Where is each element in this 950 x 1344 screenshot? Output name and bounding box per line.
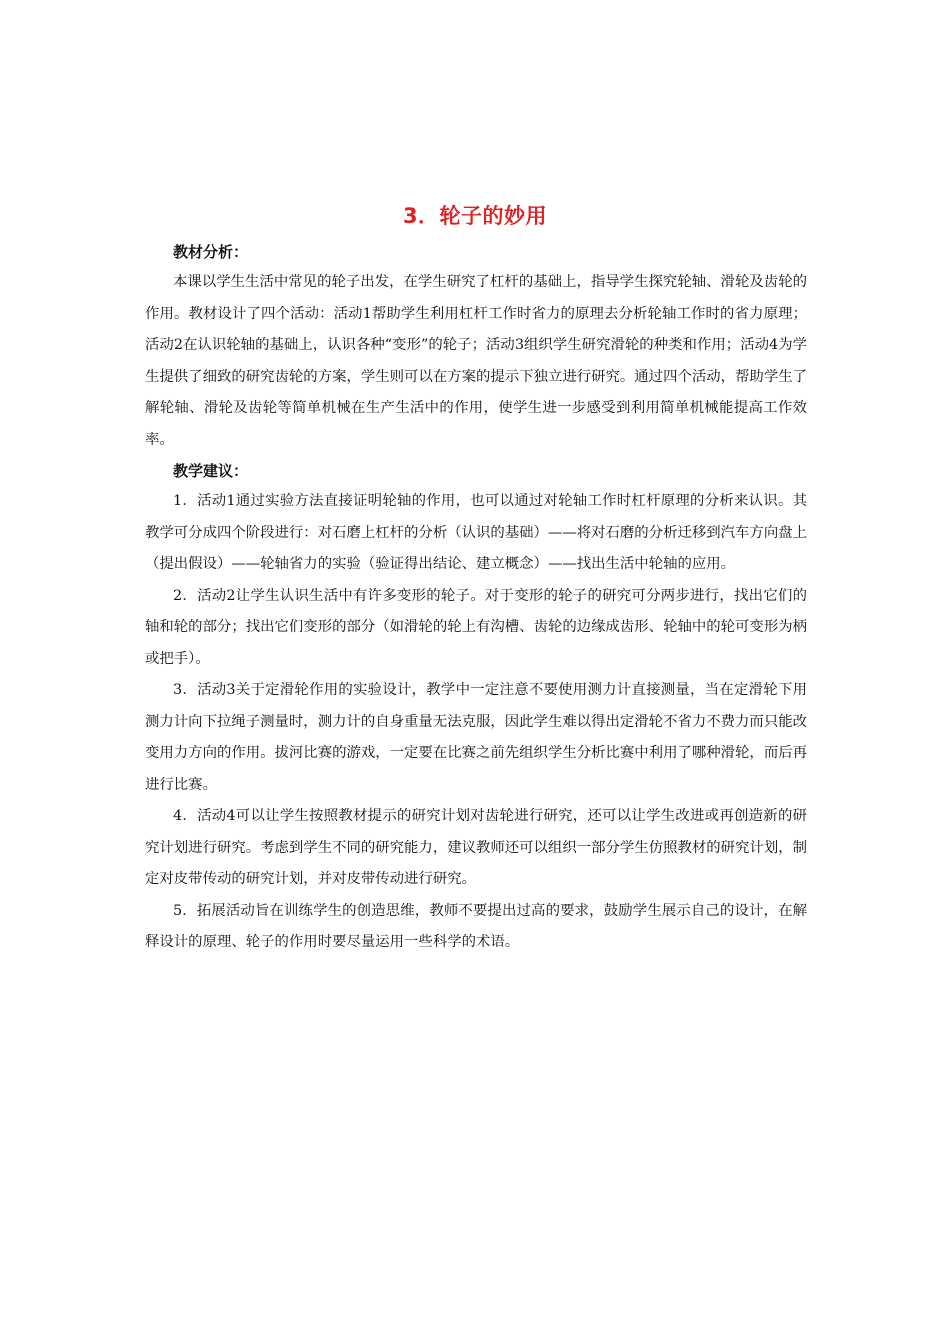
section-heading: 教学建议： xyxy=(173,462,249,480)
paragraph: 1．活动1通过实验方法直接证明轮轴的作用，也可以通过对轮轴工作时杠杆原理的分析来认识。其教学可分成四个阶段进行：对石磨上杠杆的分析（认识的基础）——将对石磨的分析迁移到汽车方向盘上（提出假设）——轮轴省力的实验（验证得出结论、建立概念）——找出生活中轮轴的应用。 xyxy=(145,493,807,572)
paragraph: 4．活动4可以让学生按照教材提示的研究计划对齿轮进行研究，还可以让学生改进或再创造新的研究计划进行研究。考虑到学生不同的研究能力，建议教师还可以组织一部分学生仿照教材的研究计划，制定对皮带传动的研究计划，并对皮带传动进行研究。 xyxy=(145,808,807,887)
paragraph: 本课以学生生活中常见的轮子出发，在学生研究了杠杆的基础上，指导学生探究轮轴、滑轮及齿轮的作用。教材设计了四个活动：活动1帮助学生利用杠杆工作时省力的原理去分析轮轴工作时的省力原理；活动2在认识轮轴的基础上，认识各种“变形”的轮子；活动3组织学生研究滑轮的种类和作用；活动4为学生提供了细致的研究齿轮的方案，学生则可以在方案的提示下独立进行研究。通过四个活动，帮助学生了解轮轴、滑轮及齿轮等简单机械在生产生活中的作用，使学生进一步感受到利用简单机械能提高工作效率。 xyxy=(145,274,807,448)
document-title: 3．轮子的妙用 xyxy=(402,204,548,228)
document-body xyxy=(145,237,807,959)
section-textbook-analysis xyxy=(145,237,807,456)
paragraph: 2．活动2让学生认识生活中有许多变形的轮子。对于变形的轮子的研究可分两步进行，找出它们的轴和轮的部分；找出它们变形的部分（如滑轮的轮上有沟槽、齿轮的边缘成齿形、轮轴中的轮可变形为柄或把手）。 xyxy=(145,587,807,667)
section-heading: 教材分析： xyxy=(173,243,249,261)
paragraph: 5．拓展活动旨在训练学生的创造思维，教师不要提出过高的要求，鼓励学生展示自己的设计，在解释设计的原理、轮子的作用时要尽量运用一些科学的术语。 xyxy=(145,902,807,950)
paragraph: 3．活动3关于定滑轮作用的实验设计，教学中一定注意不要使用测力计直接测量，当在定滑轮下用测力计向下拉绳子测量时，测力计的自身重量无法克服，因此学生难以得出定滑轮不省力不费力而只能改变用力方向的作用。拔河比赛的游戏，一定要在比赛之前先组织学生分析比赛中利用了哪种滑轮，而后再进行比赛。 xyxy=(145,682,807,793)
section-teaching-suggestions xyxy=(145,456,807,959)
